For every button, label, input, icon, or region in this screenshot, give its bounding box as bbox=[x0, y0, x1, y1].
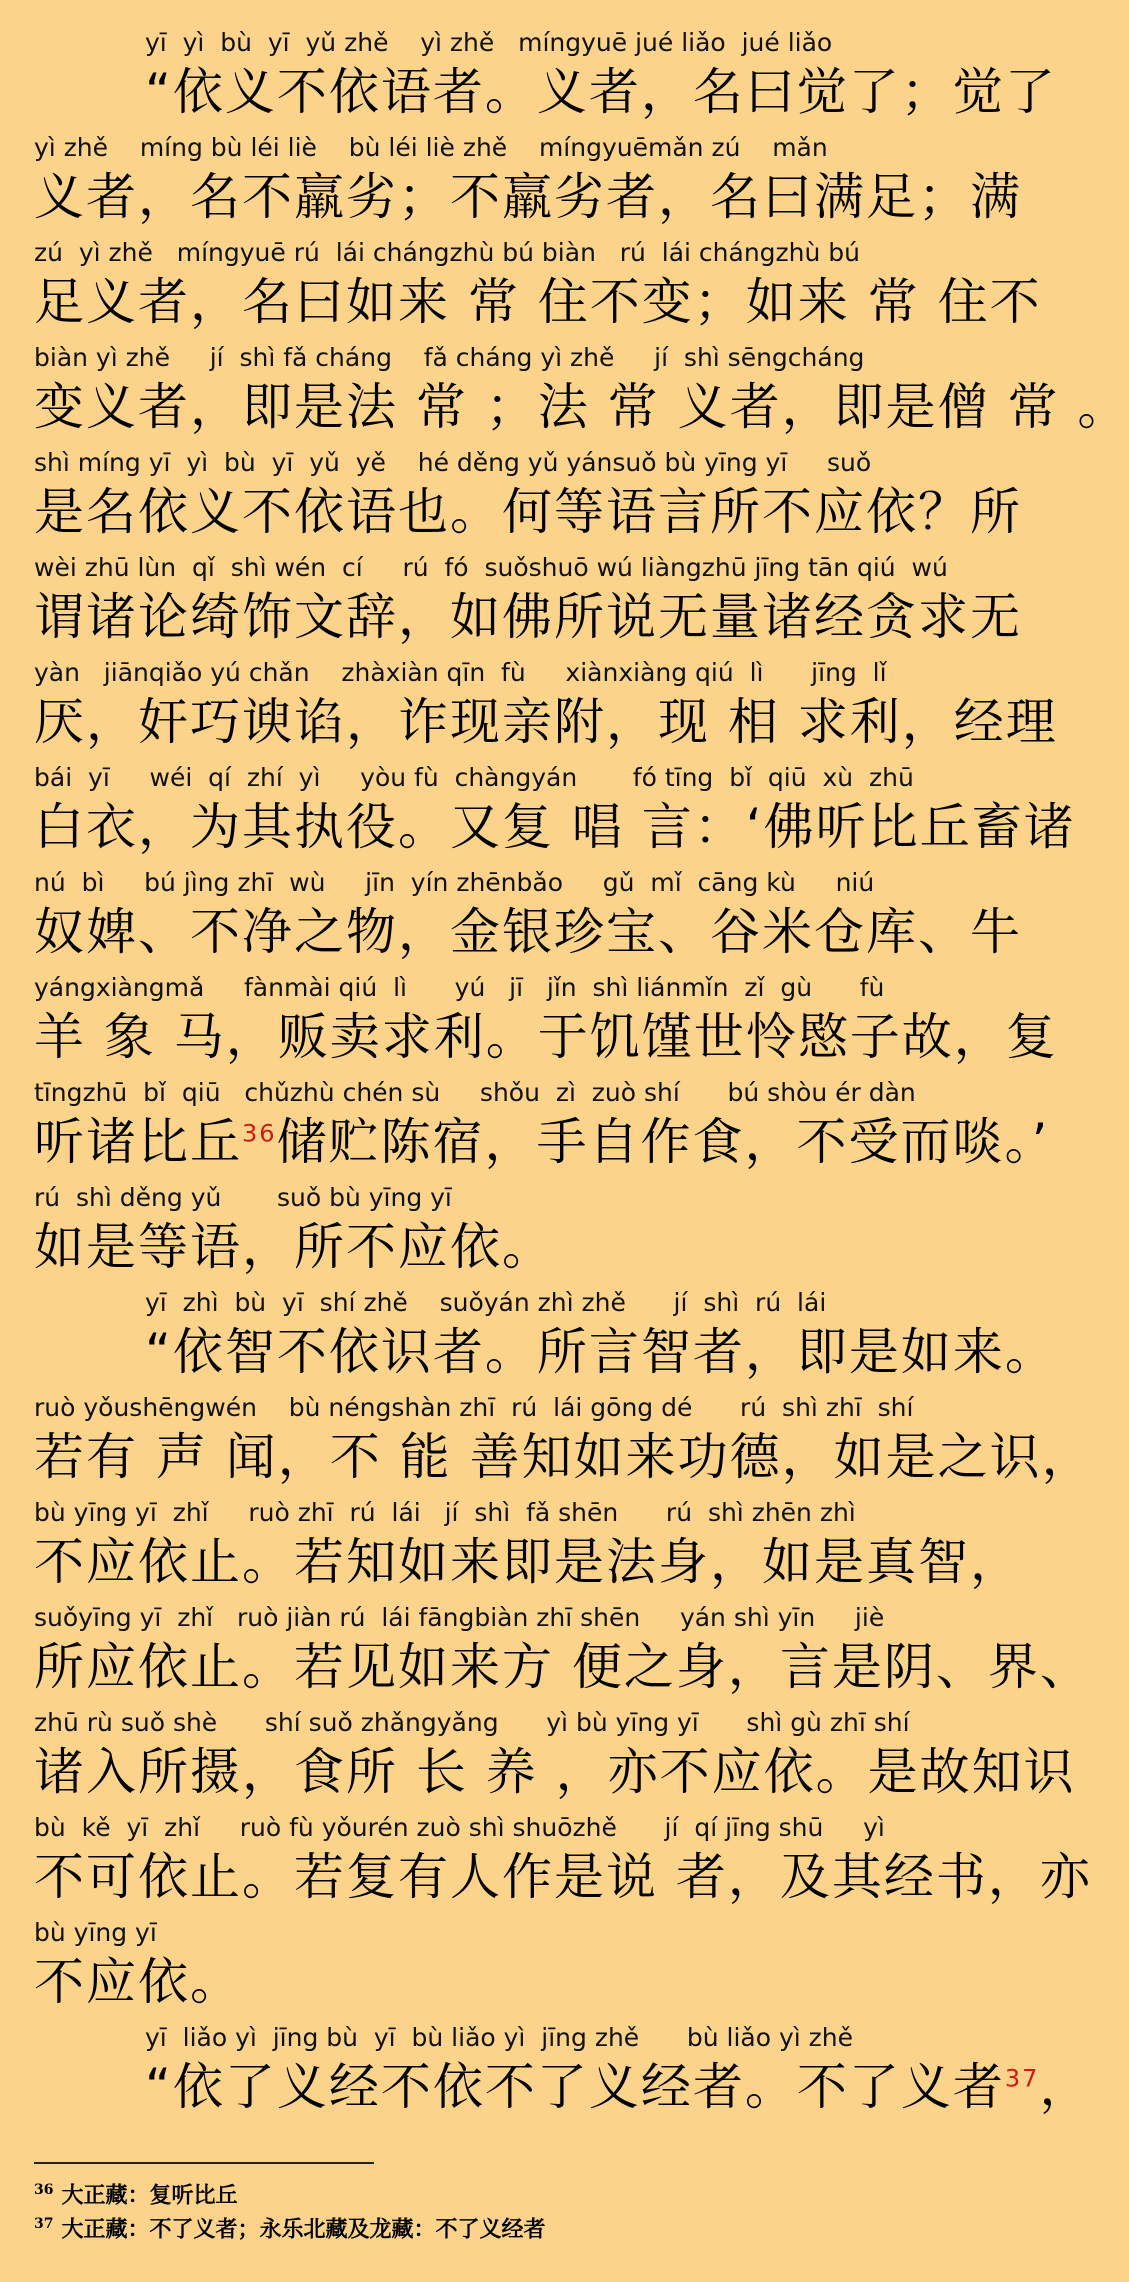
text-line bbox=[0, 1706, 1080, 1810]
hanzi-line: “依义不依语者。义者，名曰觉了；觉了 bbox=[145, 63, 1057, 121]
text-line bbox=[0, 26, 1080, 130]
text-line bbox=[0, 551, 1080, 655]
hanzi-line: 白衣，为其执役。又复 唱 言：‘佛听比丘畜诸 bbox=[34, 798, 1076, 856]
pinyin-line: biàn yì zhě jí shì fǎ cháng fǎ cháng yì zhě jí shì sēngcháng bbox=[34, 343, 865, 372]
text-line bbox=[0, 761, 1080, 865]
pinyin-line: yī zhì bù yī shí zhě suǒyán zhì zhě jí shì rú lái bbox=[145, 1288, 827, 1317]
text-line bbox=[0, 131, 1080, 235]
text-line bbox=[0, 866, 1080, 970]
footnote-text: 大正藏：复听比丘 bbox=[61, 2182, 238, 2209]
text-line bbox=[0, 236, 1080, 340]
hanzi-line: 是名依义不依语也。何等语言所不应依？所 bbox=[34, 483, 1022, 541]
text-line bbox=[0, 1181, 1080, 1285]
footnote-text: 大正藏：不了义者；永乐北藏及龙藏：不了义经者 bbox=[61, 2216, 546, 2243]
hanzi-line: 义者，名不羸劣；不羸劣者，名曰满足；满 bbox=[34, 168, 1022, 226]
footnote-divider bbox=[34, 2162, 374, 2164]
pinyin-line: bù kě yī zhǐ ruò fù yǒurén zuò shì shuōzhě jí qí jīng shū yì bbox=[34, 1813, 885, 1842]
pinyin-line: bù yīng yī bbox=[34, 1918, 157, 1947]
pinyin-line: suǒyīng yī zhǐ ruò jiàn rú lái fāngbiàn zhī shēn yán shì yīn jiè bbox=[34, 1603, 885, 1632]
pinyin-line: zú yì zhě míngyuē rú lái chángzhù bú biàn rú lái chángzhù bú bbox=[34, 238, 861, 267]
footnote-number: 37 bbox=[34, 2216, 54, 2232]
hanzi-line: 变义者，即是法 常 ；法 常 义者，即是僧 常 。 bbox=[34, 378, 1129, 436]
text-line bbox=[0, 656, 1080, 760]
text-line bbox=[0, 2021, 1092, 2125]
pinyin-line: yì zhě míng bù léi liè bù léi liè zhě míngyuēmǎn zú mǎn bbox=[34, 133, 828, 162]
text-line bbox=[0, 1496, 1080, 1600]
hanzi-line bbox=[145, 2055, 1092, 2119]
footnote-number: 36 bbox=[34, 2182, 54, 2198]
hanzi-line: 厌，奸巧谀谄，诈现亲附，现 相 求利，经理 bbox=[34, 693, 1058, 751]
text-line bbox=[0, 446, 1080, 550]
pinyin-line: bù yīng yī zhǐ ruò zhī rú lái jí shì fǎ shēn rú shì zhēn zhì bbox=[34, 1498, 856, 1527]
hanzi-line: 不应依。 bbox=[34, 1953, 242, 2011]
pinyin-line: wèi zhū lùn qǐ shì wén cí rú fó suǒshuō wú liàngzhū jīng tān qiú wú bbox=[34, 553, 948, 582]
hanzi-line: 如是等语，所不应依。 bbox=[34, 1218, 554, 1276]
text-line bbox=[0, 971, 1080, 1075]
hanzi-line: 羊 象 马，贩卖求利。于饥馑世怜愍子故，复 bbox=[34, 1008, 1058, 1066]
hanzi-line: 奴婢、不净之物，金银珍宝、谷米仓库、牛 bbox=[34, 903, 1022, 961]
hanzi-line: 不可依止。若复有人作是说 者，及其经书，亦 bbox=[34, 1848, 1092, 1906]
pinyin-line: yángxiàngmǎ fànmài qiú lì yú jī jǐn shì liánmǐn zǐ gù fù bbox=[34, 973, 885, 1002]
pinyin-line: rú shì děng yǔ suǒ bù yīng yī bbox=[34, 1183, 452, 1212]
hanzi-line: 若有 声 闻，不 能 善知如来功德，如是之识， bbox=[34, 1428, 1094, 1486]
text-line bbox=[0, 1601, 1092, 1705]
pinyin-line: shì míng yī yì bù yī yǔ yě hé děng yǔ yánsuǒ bù yīng yī suǒ bbox=[34, 448, 872, 477]
text-line bbox=[0, 1916, 1080, 2020]
pinyin-line: tīngzhū bǐ qiū chǔzhù chén sù shǒu zì zuò shí bú shòu ér dàn bbox=[34, 1078, 916, 1107]
hanzi-segment: 听诸比丘 bbox=[34, 1113, 242, 1171]
hanzi-line: “依智不依识者。所言智者，即是如来。 bbox=[145, 1323, 1057, 1381]
hanzi-segment: 储贮陈宿，手自作食，不受而啖。’ bbox=[276, 1113, 1050, 1171]
hanzi-line: 所应依止。若见如来方 便之身，言是阴、界、 bbox=[34, 1638, 1092, 1696]
pinyin-line: yàn jiānqiǎo yú chǎn zhàxiàn qīn fù xiànxiàng qiú lì jīng lǐ bbox=[34, 658, 887, 687]
text-line bbox=[0, 1286, 1080, 1390]
pinyin-line: ruò yǒushēngwén bù néngshàn zhī rú lái gōng dé rú shì zhī shí bbox=[34, 1393, 914, 1422]
pinyin-line: nú bì bú jìng zhī wù jīn yín zhēnbǎo gǔ mǐ cāng kù niú bbox=[34, 868, 875, 897]
footnote-ref-37[interactable]: 37 bbox=[1004, 2064, 1040, 2093]
hanzi-line bbox=[34, 1110, 1114, 1174]
hanzi-segment: “依了义经不依不了义经者。不了义者 bbox=[145, 2058, 1005, 2116]
hanzi-segment: ， bbox=[1039, 2058, 1092, 2116]
text-line bbox=[0, 1811, 1092, 1915]
hanzi-line: 诸入所摄，食所 长 养 ，亦不应依。是故知识 bbox=[34, 1743, 1076, 1801]
pinyin-line: yī liǎo yì jīng bù yī bù liǎo yì jīng zhě bù liǎo yì zhě bbox=[145, 2023, 853, 2052]
footnote-ref-36[interactable]: 36 bbox=[242, 1119, 277, 1148]
pinyin-line: bái yī wéi qí zhí yì yòu fù chàngyán fó tīng bǐ qiū xù zhū bbox=[34, 763, 914, 792]
pinyin-line: yī yì bù yī yǔ zhě yì zhě míngyuē jué liǎo jué liǎo bbox=[145, 28, 833, 57]
footnote-36 bbox=[34, 2176, 1034, 2209]
text-line bbox=[0, 1076, 1080, 1180]
footnote-37 bbox=[34, 2210, 1034, 2243]
text-line bbox=[0, 1391, 1094, 1495]
pinyin-line: zhū rù suǒ shè shí suǒ zhǎngyǎng yì bù yīng yī shì gù zhī shí bbox=[34, 1708, 910, 1737]
text-line bbox=[0, 341, 1129, 445]
hanzi-line: 不应依止。若知如来即是法身，如是真智， bbox=[34, 1533, 1022, 1591]
hanzi-line: 谓诸论绮饰文辞，如佛所说无量诸经贪求无 bbox=[34, 588, 1022, 646]
hanzi-line: 足义者，名曰如来 常 住不变；如来 常 住不 bbox=[34, 273, 1042, 331]
